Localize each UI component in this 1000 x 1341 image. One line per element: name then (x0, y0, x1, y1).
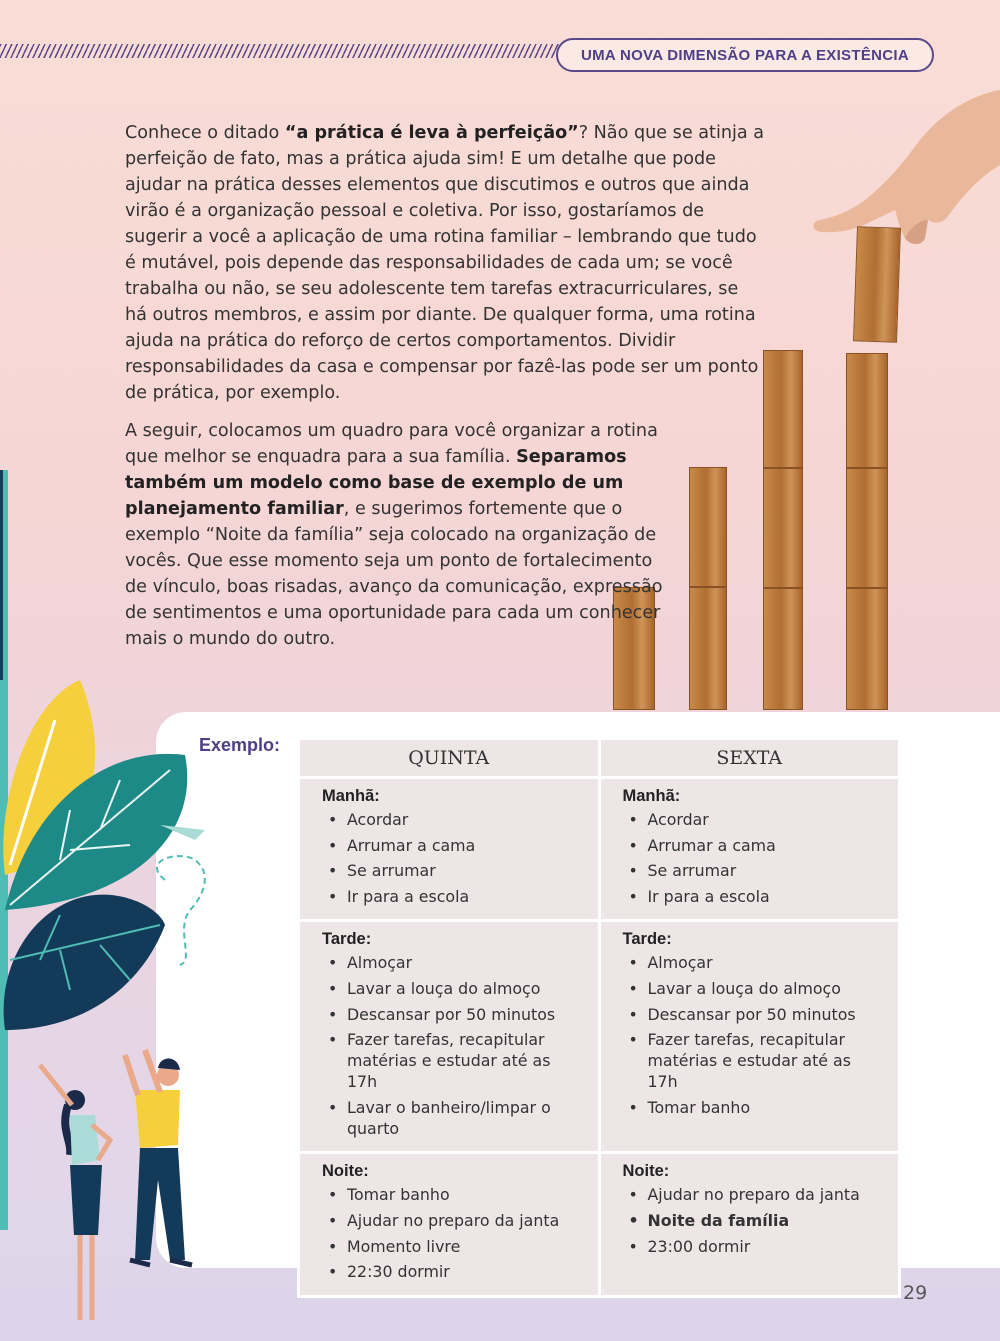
task-item: • Lavar a louça do almoço (623, 978, 887, 999)
task-item: • Acordar (322, 809, 586, 830)
task-item: • Se arrumar (322, 860, 586, 881)
task-list (322, 1184, 586, 1282)
task-item: • Lavar o banheiro/limpar o quarto (322, 1097, 586, 1139)
task-item: • Ir para a escola (623, 886, 887, 907)
task-item: • Tomar banho (322, 1184, 586, 1205)
period-label: Tarde: (622, 930, 672, 949)
chapter-header (556, 38, 934, 72)
wood-block (846, 353, 888, 468)
task-item: • Ajudar no preparo da janta (623, 1184, 887, 1205)
task-item: • Ir para a escola (322, 886, 586, 907)
intro-paragraph-2: A seguir, colocamos um quadro para você organizar a rotina que melhor se enquadra para a sua família. Separamos também um modelo como base de exemplo de um planejamento familiar, e sugerimos fortemente que o exemplo “Noite da família” seja colocado na organização de vocês. Que esse momento seja um ponto de fortalecimento de vínculo, boas risadas, avanço da comunicação, expressão de sentimentos e uma oportunidade para cada um conhecer mais o mundo do outro. (125, 421, 663, 649)
task-item: • Ajudar no preparo da janta (322, 1210, 586, 1231)
routine-cell (599, 1153, 900, 1296)
header-hatch-decoration (0, 44, 560, 58)
wood-block (763, 468, 803, 588)
task-item: • Descansar por 50 minutos (623, 1004, 887, 1025)
task-list (623, 1184, 887, 1256)
routine-cell (599, 778, 900, 921)
day-header-sexta: SEXTA (599, 739, 900, 778)
task-item: • Lavar a louça do almoço (322, 978, 586, 999)
task-item: • Noite da família (623, 1210, 887, 1231)
period-label: Manhã: (622, 787, 681, 805)
task-item: • Fazer tarefas, recapitular matérias e estudar até as 17h (623, 1029, 887, 1092)
leaves-people-illustration (0, 660, 220, 1341)
wood-block (846, 588, 888, 710)
day-header-quinta: QUINTA (299, 739, 600, 778)
page-number: 29 (903, 1282, 928, 1304)
routine-table (297, 737, 901, 1298)
task-item: • Fazer tarefas, recapitular matérias e estudar até as 17h (322, 1029, 586, 1092)
side-strip-dark (0, 470, 3, 680)
period-label: Manhã: (322, 787, 380, 805)
task-item: • Almoçar (322, 952, 586, 973)
routine-cell (299, 1153, 600, 1296)
period-label: Tarde: (322, 930, 372, 949)
task-list (623, 952, 887, 1117)
task-item: • Acordar (623, 809, 887, 830)
chapter-title: UMA NOVA DIMENSÃO PARA A EXISTÊNCIA (580, 46, 909, 64)
task-item: • Arrumar a cama (623, 835, 887, 856)
task-item: • 23:00 dormir (623, 1236, 887, 1257)
routine-cell (599, 921, 900, 1153)
task-list (623, 809, 887, 907)
intro-paragraph-1: Conhece o ditado “a prática é leva à perfeição”? Não que se atinja a perfeição de fato, mas a prática ajuda sim! E um detalhe que pode ajudar na prática desses elementos que discutimos e outros que ainda virão é a organização pessoal e coletiva. Por isso, gostaríamos de sugerir a você a aplicação de uma rotina familiar – lembrando que tudo é mutável, pois depende das responsabilidades de cada um; se você trabalha ou não, se seu adolescente tem tarefas extracurriculares, se há outros membros, e assim por diante. De qualquer forma, uma rotina ajuda na prática do reforço de certos comportamentos. Dividir responsabilidades da casa e compensar por fazê-las pode ser um ponto de prática, por exemplo. (125, 123, 765, 403)
routine-period-row (299, 778, 900, 921)
period-label: Noite: (622, 1162, 670, 1181)
routine-cell (299, 778, 600, 921)
wood-block (846, 468, 888, 588)
task-item: • Arrumar a cama (322, 835, 586, 856)
example-label: Exemplo: (199, 735, 281, 755)
wood-block (853, 226, 901, 342)
routine-period-row (299, 921, 900, 1153)
task-item: • 22:30 dormir (322, 1261, 586, 1282)
task-item: • Descansar por 50 minutos (322, 1004, 586, 1025)
task-item: • Tomar banho (623, 1097, 887, 1118)
task-list (322, 952, 586, 1138)
wood-block (763, 350, 803, 468)
routine-cell (299, 921, 600, 1153)
wood-block (763, 588, 803, 710)
task-item: • Momento livre (322, 1236, 586, 1257)
task-item: • Almoçar (623, 952, 887, 973)
routine-period-row (299, 1153, 900, 1296)
task-list (322, 809, 586, 907)
period-label: Noite: (322, 1162, 369, 1181)
task-item: • Se arrumar (623, 860, 887, 881)
intro-text (125, 120, 765, 664)
